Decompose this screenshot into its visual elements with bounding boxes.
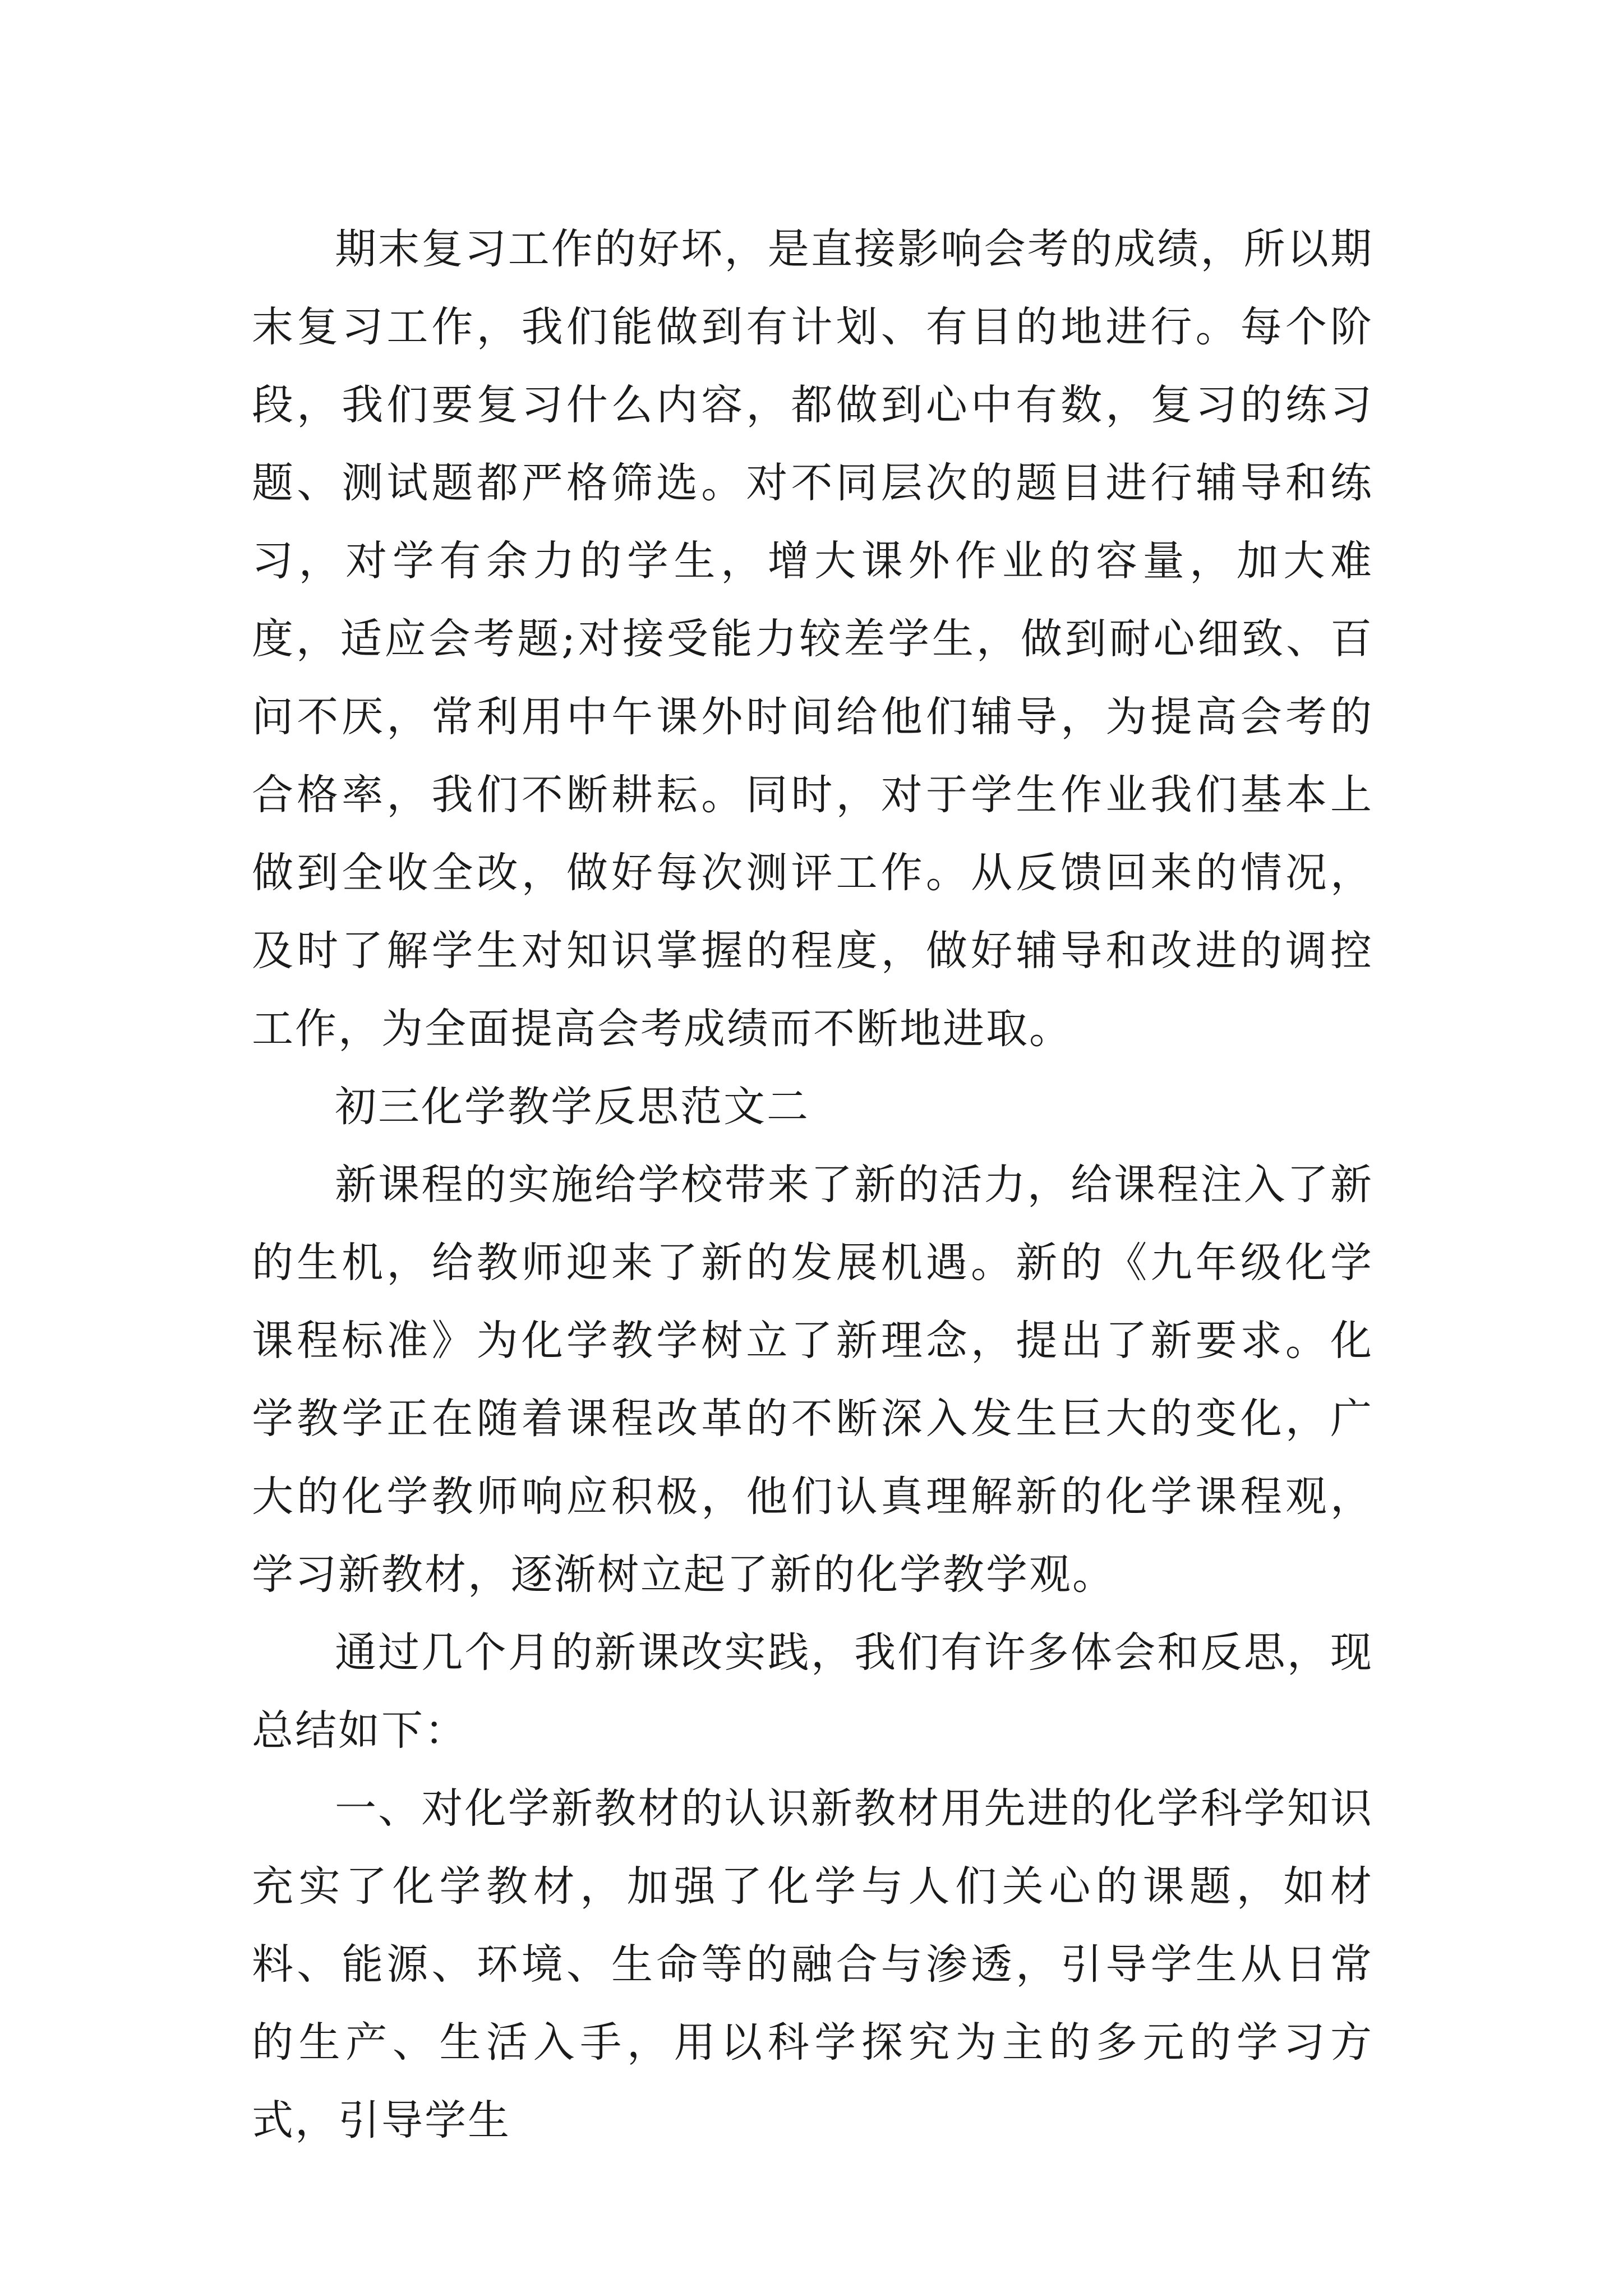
paragraph-textbook-understanding: 一、对化学新教材的认识新教材用先进的化学科学知识充实了化学教材，加强了化学与人们关心的课题，如材料、能源、环境、生命等的融合与渗透，引导学生从日常的生产、生活入手，用以科学探究为主的多元的学习方式，引导学生 [252, 1784, 1373, 2145]
paragraph-exam-review: 期末复习工作的好坏，是直接影响会考的成绩，所以期末复习工作，我们能做到有计划、有目的地进行。每个阶段，我们要复习什么内容，都做到心中有数，复习的练习题、测试题都严格筛选。对不同层次的题目进行辅导和练习，对学有余力的学生，增大课外作业的容量，加大难度，适应会考题;对接受能力较差学生，做到耐心细致、百问不厌，常利用中午课外时间给他们辅导，为提高会考的合格率，我们不断耕耘。同时，对于学生作业我们基本上做到全收全改，做好每次测评工作。从反馈回来的情况，及时了解学生对知识掌握的程度，做好辅导和改进的调控工作，为全面提高会考成绩而不断地进取。 [252, 225, 1373, 1053]
document-body [252, 210, 1373, 2160]
paragraph-new-curriculum: 新课程的实施给学校带来了新的活力，给课程注入了新的生机，给教师迎来了新的发展机遇。新的《九年级化学课程标准》为化学教学树立了新理念，提出了新要求。化学教学正在随着课程改革的不断深入发生巨大的变化，广大的化学教师响应积极，他们认真理解新的化学课程观，学习新教材，逐渐树立起了新的化学教学观。 [252, 1161, 1373, 1599]
section-heading: 初三化学教学反思范文二 [335, 1083, 810, 1131]
paragraph-summary-intro: 通过几个月的新课改实践，我们有许多体会和反思，现总结如下： [252, 1628, 1373, 1755]
